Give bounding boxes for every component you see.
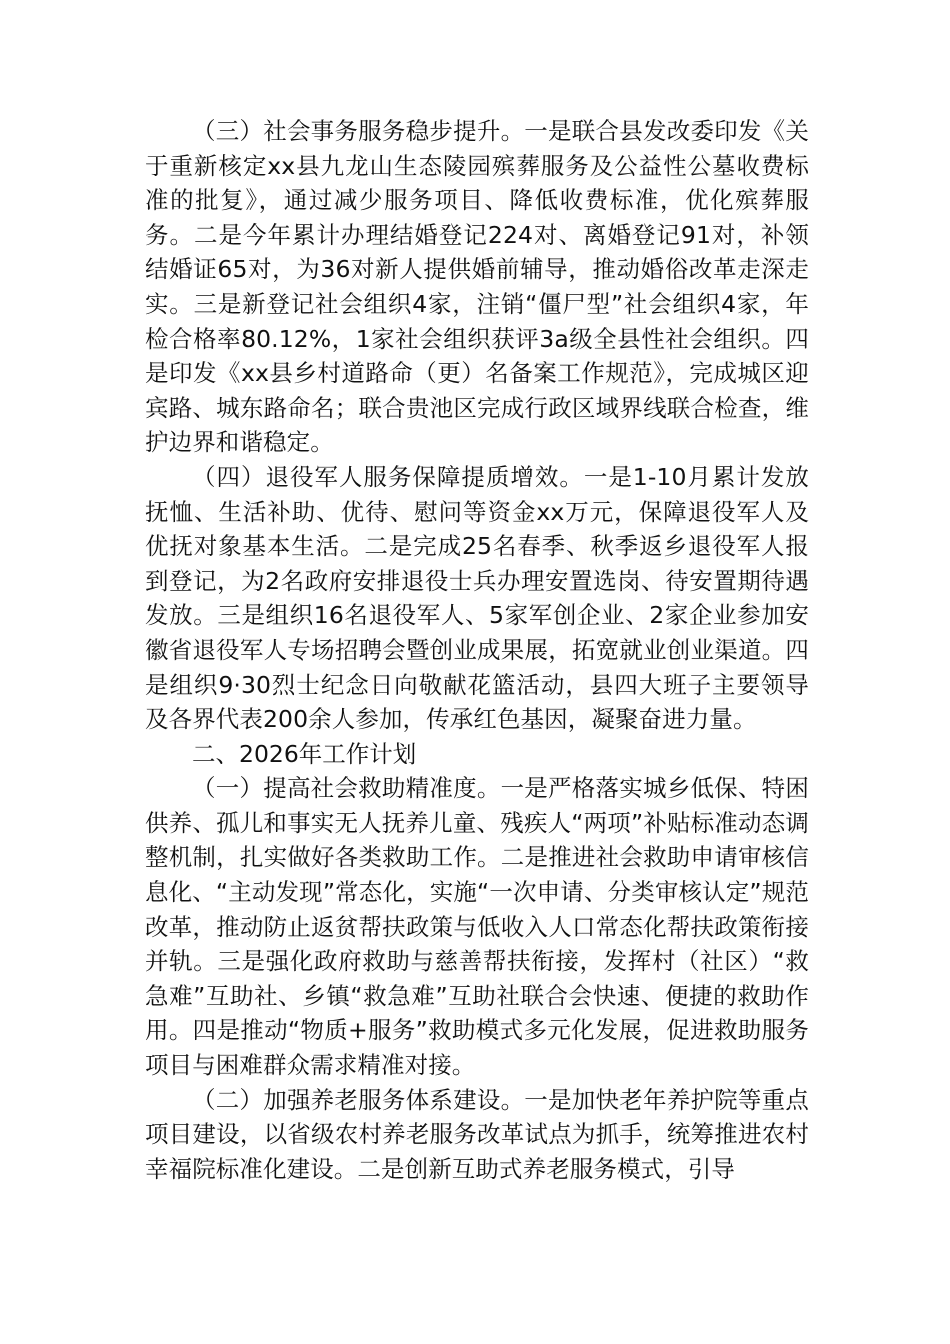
document-body xyxy=(145,114,809,1186)
paragraph-elderly-care: （二）加强养老服务体系建设。一是加快老年养护院等重点项目建设，以省级农村养老服务改革试点为抓手，统筹推进农村幸福院标准化建设。二是创新互助式养老服务模式，引导 xyxy=(145,1085,809,1183)
paragraph-social-assistance: （一）提高社会救助精准度。一是严格落实城乡低保、特困供养、孤儿和事实无人抚养儿童、残疾人“两项”补贴标准动态调整机制，扎实做好各类救助工作。二是推进社会救助申请审核信息化、“主动发现”常态化，实施“一次申请、分类审核认定”规范改革，推动防止返贫帮扶政策与低收入人口常态化帮扶政策衔接并轨。三是强化政府救助与慈善帮扶衔接，发挥村（社区）“救急难”互助社、乡镇“救急难”互助社联合会快速、便捷的救助作用。四是推动“物质+服务”救助模式多元化发展，促进救助服务项目与困难群众需求精准对接。 xyxy=(145,774,809,1080)
paragraph-veterans: （四）退役军人服务保障提质增效。一是1-10月累计发放抚恤、生活补助、优待、慰问等资金xx万元，保障退役军人及优抚对象基本生活。二是完成25名春季、秋季返乡退役军人报到登记，为2名政府安排退役士兵办理安置选岗、待安置期待遇发放。三是组织16名退役军人、5家军创企业、2家企业参加安徽省退役军人专场招聘会暨创业成果展，拓宽就业创业渠道。四是组织9·30烈士纪念日向敬献花篮活动，县四大班子主要领导及各界代表200余人参加，传承红色基因，凝聚奋进力量。 xyxy=(145,462,809,734)
paragraph-social-affairs: （三）社会事务服务稳步提升。一是联合县发改委印发《关于重新核定xx县九龙山生态陵园殡葬服务及公益性公墓收费标准的批复》，通过减少服务项目、降低收费标准，优化殡葬服务。二是今年累计办理结婚登记224对、离婚登记91对，补领结婚证65对，为36对新人提供婚前辅导，推动婚俗改革走深走实。三是新登记社会组织4家，注销“僵尸型”社会组织4家，年检合格率80.12%，1家社会组织获评3a级全县性社会组织。四是印发《xx县乡村道路命（更）名备案工作规范》，完成城区迎宾路、城东路命名；联合贵池区完成行政区域界线联合检查，维护边界和谐稳定。 xyxy=(145,117,809,457)
section-heading-work-plan: 二、2026年工作计划 xyxy=(192,739,417,768)
